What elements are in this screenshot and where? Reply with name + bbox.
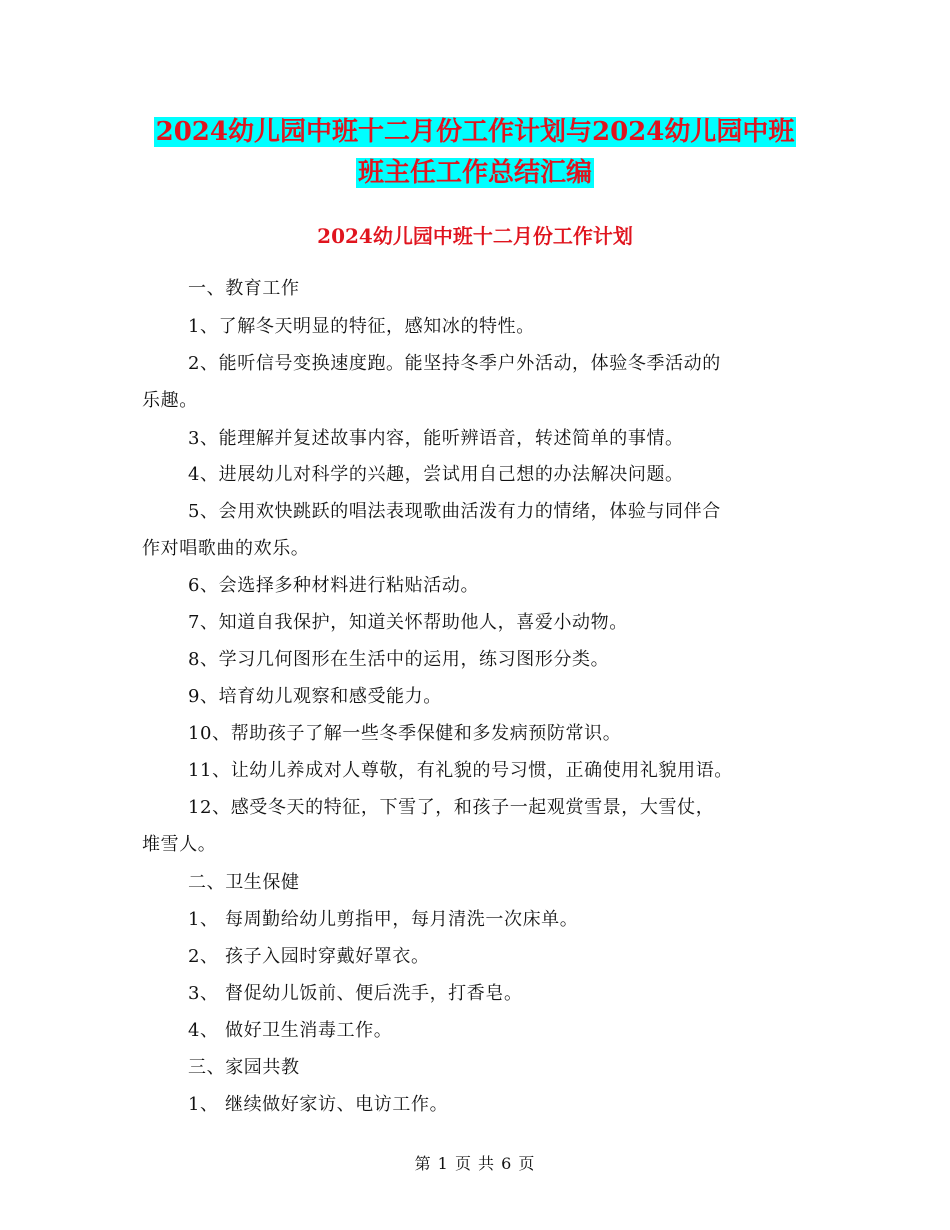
paragraph: 8、学习几何图形在生活中的运用，练习图形分类。 — [188, 649, 610, 670]
paragraph: 12、感受冬天的特征，下雪了，和孩子一起观赏雪景，大雪仗， — [188, 797, 715, 818]
paragraph: 6、会选择多种材料进行粘贴活动。 — [188, 575, 480, 596]
page-footer: 第 1 页 共 6 页 — [414, 1154, 536, 1173]
document-title-line-1: 2024幼儿园中班十二月份工作计划与2024幼儿园中班 — [155, 117, 795, 147]
paragraph: 5、会用欢快跳跃的唱法表现歌曲活泼有力的情绪，体验与同伴合 — [188, 501, 721, 522]
paragraph: 1、 继续做好家访、电访工作。 — [188, 1094, 449, 1115]
paragraph: 11、让幼儿养成对人尊敬，有礼貌的号习惯，正确使用礼貌用语。 — [188, 760, 733, 781]
paragraph: 7、知道自我保护，知道关怀帮助他人，喜爱小动物。 — [188, 612, 628, 633]
paragraph: 2、能听信号变换速度跑。能坚持冬季户外活动，体验冬季活动的 — [188, 353, 721, 374]
heading-health: 二、卫生保健 — [188, 872, 300, 893]
paragraph-continuation: 乐趣。 — [142, 390, 198, 411]
paragraph-continuation: 作对唱歌曲的欢乐。 — [142, 538, 310, 559]
paragraph: 10、帮助孩子了解一些冬季保健和多发病预防常识。 — [188, 723, 622, 744]
paragraph: 4、进展幼儿对科学的兴趣，尝试用自己想的办法解决问题。 — [188, 464, 684, 485]
paragraph: 1、了解冬天明显的特征，感知冰的特性。 — [188, 316, 535, 337]
paragraph: 1、 每周勤给幼儿剪指甲，每月清洗一次床单。 — [188, 909, 579, 930]
heading-education: 一、教育工作 — [188, 278, 300, 299]
paragraph: 4、 做好卫生消毒工作。 — [188, 1020, 393, 1041]
paragraph: 3、 督促幼儿饭前、便后洗手，打香皂。 — [188, 983, 523, 1004]
paragraph: 3、能理解并复述故事内容，能听辨语音，转述简单的事情。 — [188, 428, 684, 449]
heading-home-school: 三、家园共教 — [188, 1057, 300, 1078]
paragraph-continuation: 堆雪人。 — [142, 834, 217, 855]
paragraph: 2、 孩子入园时穿戴好罩衣。 — [188, 946, 430, 967]
document-title-line-2: 班主任工作总结汇编 — [357, 158, 592, 188]
section-title: 2024幼儿园中班十二月份工作计划 — [317, 224, 633, 248]
paragraph: 9、培育幼儿观察和感受能力。 — [188, 686, 442, 707]
